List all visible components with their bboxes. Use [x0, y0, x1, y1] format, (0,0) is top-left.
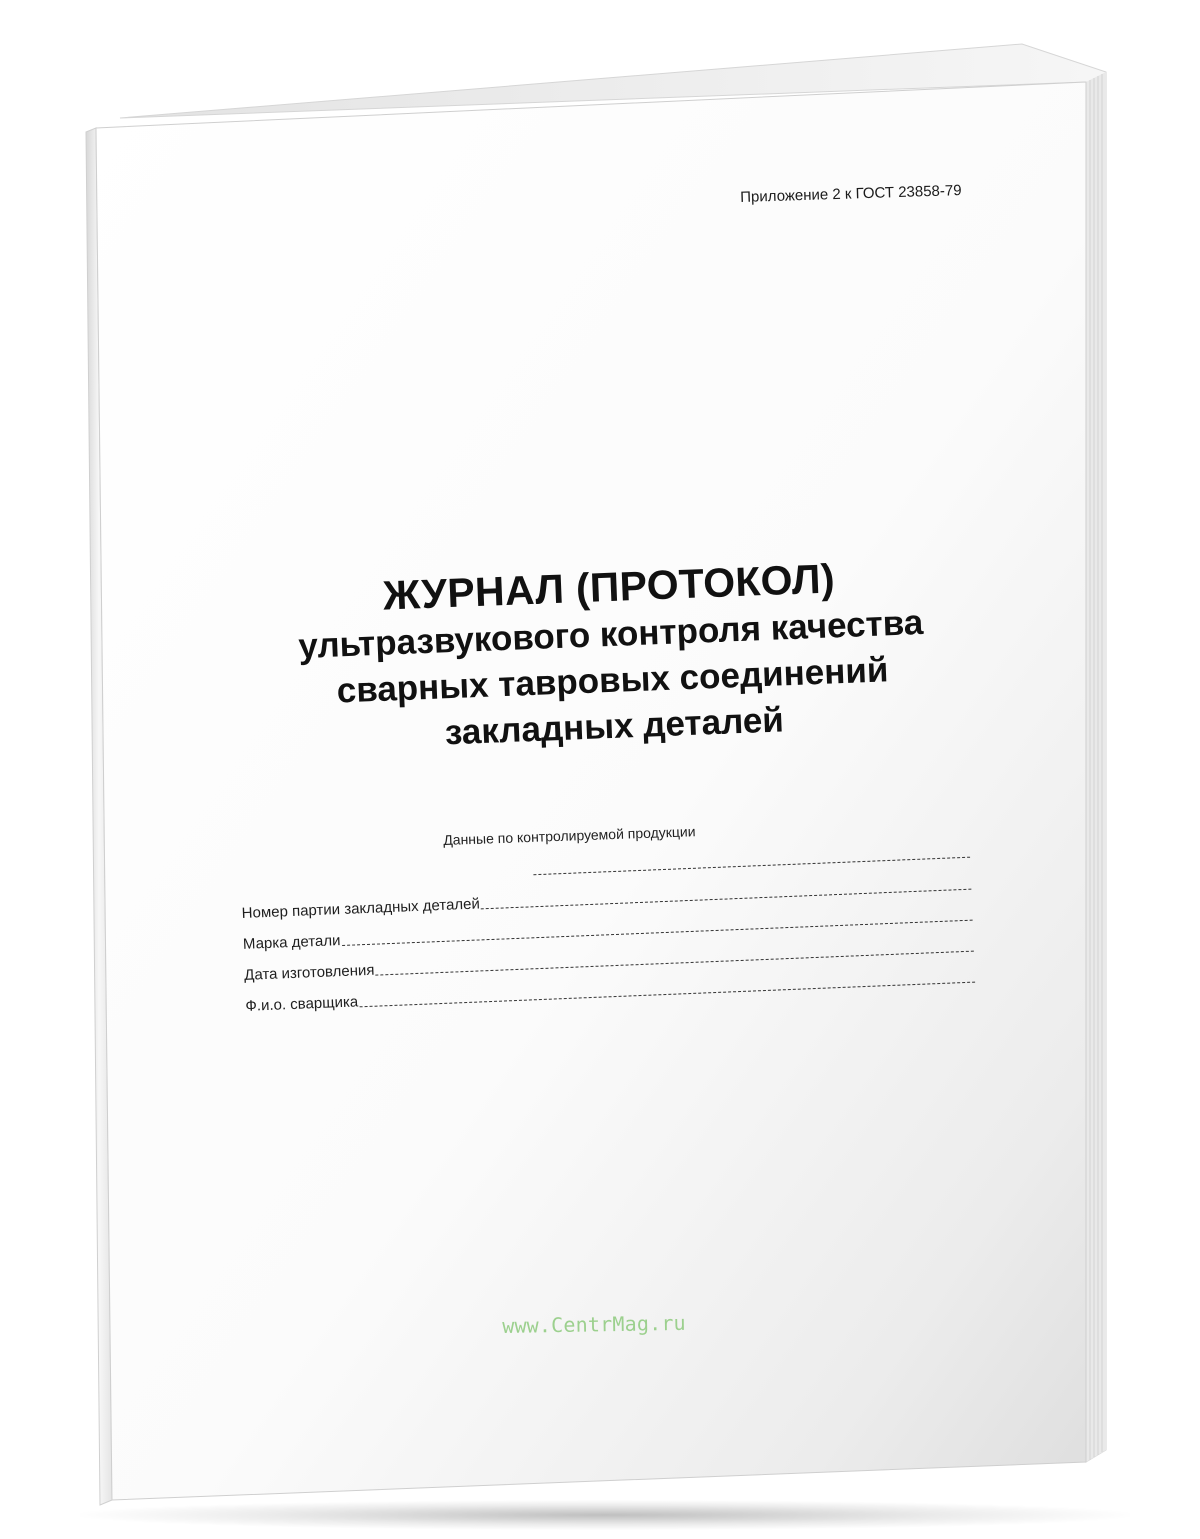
form-label: Ф.и.о. сварщика: [245, 993, 359, 1015]
form-label: Дата изготовления: [243, 961, 375, 984]
title-line: ультразвукового контроля качества: [297, 602, 924, 666]
form-label: Номер партии закладных деталей: [241, 895, 481, 922]
gost-appendix-note: Приложение 2 к ГОСТ 23858-79: [740, 182, 962, 206]
title-main: ЖУРНАЛ (ПРОТОКОЛ): [382, 555, 836, 619]
title-line: закладных деталей: [444, 700, 785, 753]
site-watermark: www.CentrMag.ru: [502, 1310, 687, 1338]
title-line: сварных тавровых соединений: [336, 650, 890, 711]
cover-title: [228, 547, 995, 764]
form-label: Марка детали: [242, 932, 341, 953]
product-data-heading: Данные по контролируемой продукции: [443, 823, 696, 848]
